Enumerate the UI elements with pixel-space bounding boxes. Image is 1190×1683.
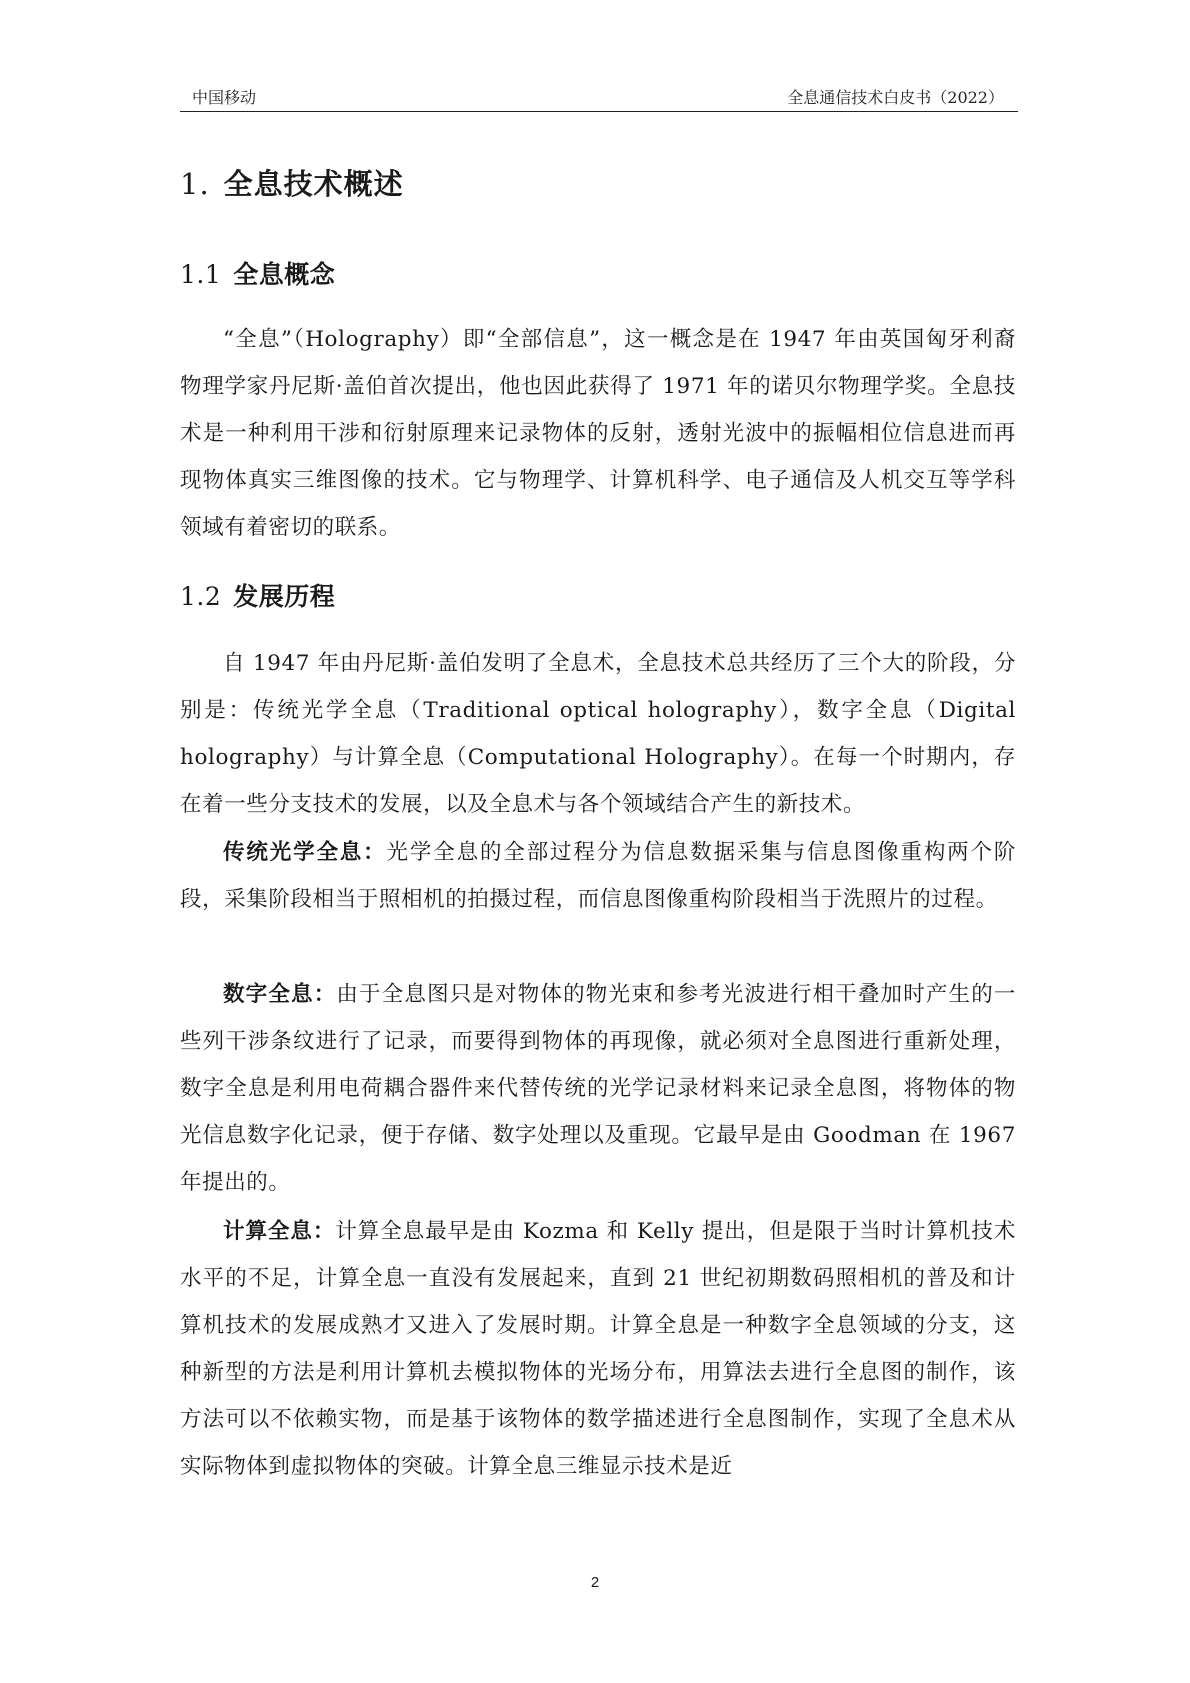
header-document-title: 全息通信技术白皮书（2022）: [787, 88, 1004, 107]
header-organization: 中国移动: [192, 88, 257, 107]
digital-holography-term: 数字全息：: [223, 982, 337, 1007]
computational-holography-paragraph: [180, 1208, 1016, 1490]
holography-concept-paragraph: “全息”（Holography）即“全部信息”，这一概念是在 1947 年由英国匈牙利裔物理学家丹尼斯·盖伯首次提出，他也因此获得了 1971 年的诺贝尔物理学奖。全息技术是一种利用干涉和衍射原理来记录物体的反射，透射光波中的振幅相位信息进而再现物体真实三维图像的技术。它与物理学、计算机科学、电子通信及人机交互等学科领域有着密切的联系。: [180, 327, 1016, 540]
section-1-2-number: 1.2: [180, 582, 222, 611]
page-header: [180, 85, 1018, 112]
section-1-title: 全息技术概述: [223, 167, 404, 201]
page-number: 2: [590, 1574, 600, 1591]
section-1-1-number: 1.1: [180, 260, 222, 289]
section-1-2-title: 发展历程: [233, 582, 336, 611]
section-1-1-heading: [180, 255, 1016, 291]
optical-holography-paragraph: [180, 829, 1016, 923]
computational-holography-text: 计算全息最早是由 Kozma 和 Kelly 提出，但是限于当时计算机技术水平的不足，计算全息一直没有发展起来，直到 21 世纪初期数码照相机的普及和计算机技术的发展成熟才又进入了发展时期。计算全息是一种数字全息领域的分支，这种新型的方法是利用计算机去模拟物体的光场分布，用算法去进行全息图的制作，该方法可以不依赖实物，而是基于该物体的数学描述进行全息图制作，实现了全息术从实际物体到虚拟物体的突破。计算全息三维显示技术是近: [180, 1219, 1016, 1479]
optical-holography-text: 光学全息的全部过程分为信息数据采集与信息图像重构两个阶段，采集阶段相当于照相机的拍摄过程，而信息图像重构阶段相当于洗照片的过程。: [180, 840, 1017, 912]
computational-holography-term: 计算全息：: [223, 1219, 336, 1244]
section-1-2-heading: [180, 577, 1016, 613]
optical-holography-term: 传统光学全息：: [223, 840, 387, 865]
digital-holography-paragraph: [180, 971, 1016, 1206]
section-1-number: 1.: [180, 167, 210, 201]
section-1-1-title: 全息概念: [233, 260, 336, 289]
development-intro-paragraph: 自 1947 年由丹尼斯·盖伯发明了全息术，全息技术总共经历了三个大的阶段，分别是：传统光学全息（Traditional optical holography），数字全息（Digital holography）与计算全息（Computational Holography）。在每一个时期内，存在着一些分支技术的发展，以及全息术与各个领域结合产生的新技术。: [180, 651, 1016, 817]
digital-holography-text: 由于全息图只是对物体的物光束和参考光波进行相干叠加时产生的一些列干涉条纹进行了记录，而要得到物体的再现像，就必须对全息图进行重新处理，数字全息是利用电荷耦合器件来代替传统的光学记录材料来记录全息图，将物体的物光信息数字化记录，便于存储、数字处理以及重现。它最早是由 Goodman 在 1967 年提出的。: [180, 982, 1016, 1195]
section-1-heading: [180, 162, 1016, 203]
